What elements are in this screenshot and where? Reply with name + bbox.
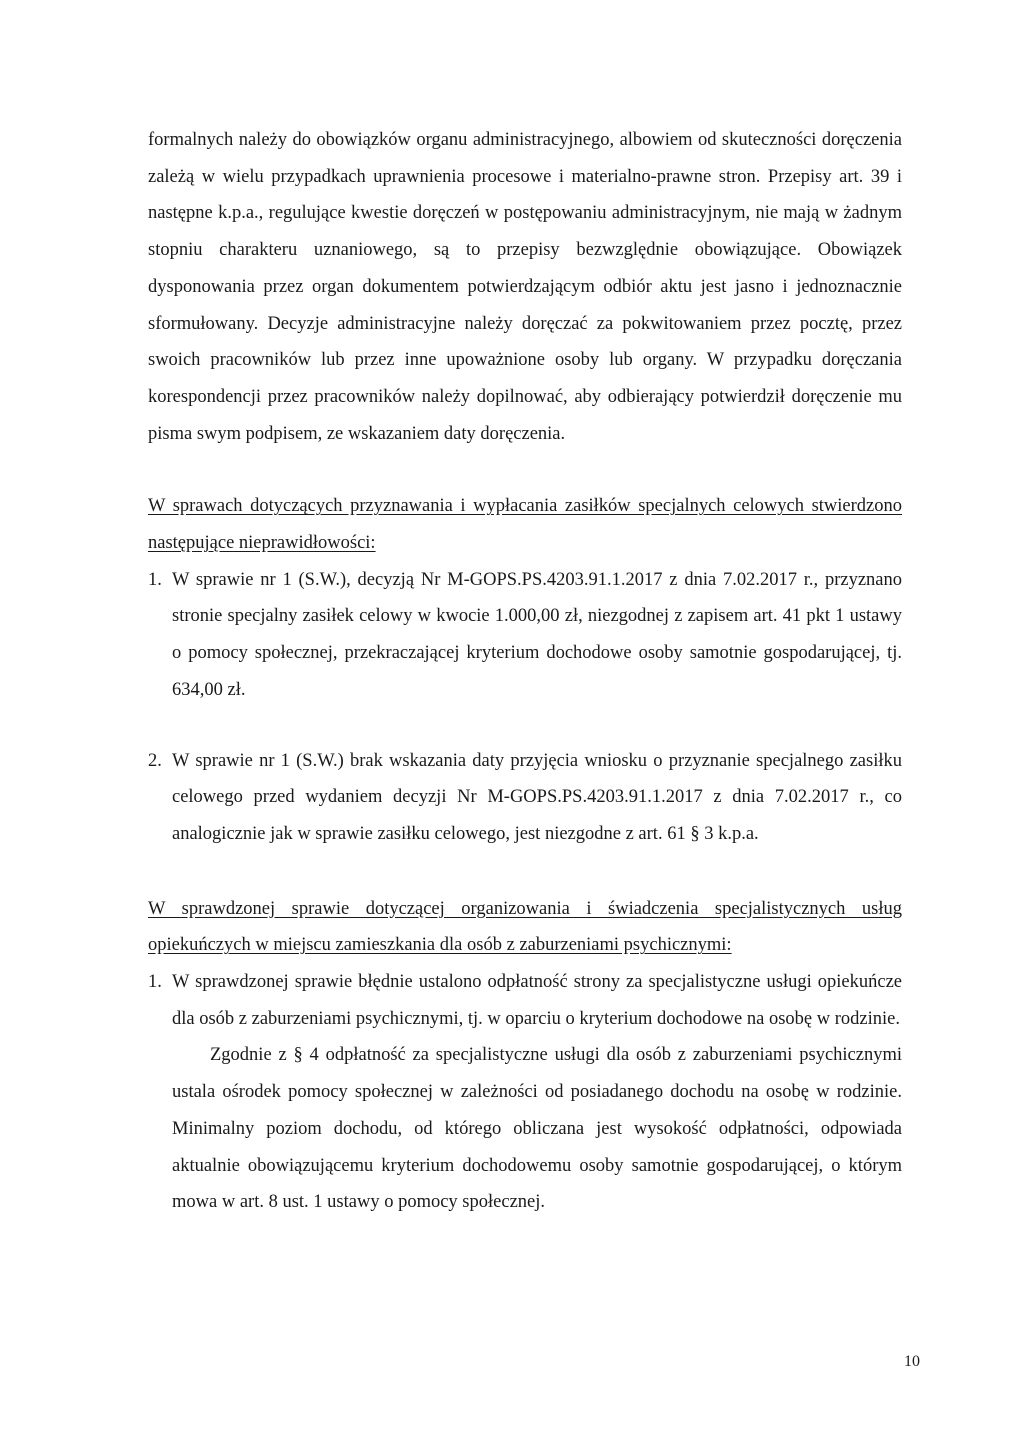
finding-item <box>148 964 902 1221</box>
body-paragraph: formalnych należy do obowiązków organu administracyjnego, albowiem od skuteczności doręczenia zależą w wielu przypadkach uprawnienia procesowe i materialno-prawne stron. Przepisy art. 39 i następne k.p.a., regulujące kwestie doręczeń w postępowaniu administracyjnym, nie mają w żadnym stopniu charakteru uznaniowego, są to przepisy bezwzględnie obowiązujące. Obowiązek dysponowania przez organ dokumentem potwierdzającym odbiór aktu jest jasno i jednoznacznie sformułowany. Decyzje administracyjne należy doręczać za pokwitowaniem przez pocztę, przez swoich pracowników lub przez inne upoważnione osoby lub organy. W przypadku doręczania korespondencji przez pracowników należy dopilnować, aby odbierający potwierdził doręczenie mu pisma swym podpisem, ze wskazaniem daty doręczenia. <box>148 130 902 444</box>
finding-item <box>148 562 902 709</box>
finding-text: W sprawie nr 1 (S.W.) brak wskazania daty przyjęcia wniosku o przyznanie specjalnego zasiłku celowego przed wydaniem decyzji Nr M-GOPS.PS.4203.91.1.2017 z dnia 7.02.2017 r., co analogicznie jak w sprawie zasiłku celowego, jest niezgodne z art. 61 § 3 k.p.a. <box>172 750 902 844</box>
finding-number: 1. <box>148 569 162 590</box>
finding-item <box>148 743 902 853</box>
section-heading-text: W sprawdzonej sprawie dotyczącej organizowania i świadczenia specjalistycznych usług opiekuńczych w miejscu zamieszkania dla osób z zaburzeniami psychicznymi: <box>148 898 902 956</box>
finding-text: W sprawie nr 1 (S.W.), decyzją Nr M-GOPS.PS.4203.91.1.2017 z dnia 7.02.2017 r., przyznano stronie specjalny zasiłek celowy w kwocie 1.000,00 zł, niezgodnej z zapisem art. 41 pkt 1 ustawy o pomocy społecznej, przekraczającej kryterium dochodowe osoby samotnie gospodarującej, tj. 634,00 zł. <box>172 569 902 700</box>
section-heading-care-services <box>148 891 902 964</box>
finding-legal-basis: Zgodnie z § 4 odpłatność za specjalistyczne usługi dla osób z zaburzeniami psychicznymi ustala ośrodek pomocy społecznej w zależności od posiadanego dochodu na osobę w rodzinie. Minimalny poziom dochodu, od którego obliczana jest wysokość odpłatności, odpowiada aktualnie obowiązującemu kryterium dochodowemu osoby samotnie gospodarującej, o którym mowa w art. 8 ust. 1 ustawy o pomocy społecznej. <box>172 1045 902 1213</box>
section-heading-allowances <box>148 488 902 561</box>
page-number: 10 <box>904 1353 920 1370</box>
finding-number: 2. <box>148 750 162 771</box>
finding-number: 1. <box>148 972 162 993</box>
finding-text: W sprawdzonej sprawie błędnie ustalono odpłatność strony za specjalistyczne usługi opiekuńcze dla osób z zaburzeniami psychicznymi, tj. w oparciu o kryterium dochodowe na osobę w rodzinie. <box>172 972 902 1029</box>
section-heading-text: W sprawach dotyczących przyznawania i wypłacania zasiłków specjalnych celowych stwierdzono następujące nieprawidłowości: <box>148 496 902 554</box>
page-content <box>148 122 902 1221</box>
